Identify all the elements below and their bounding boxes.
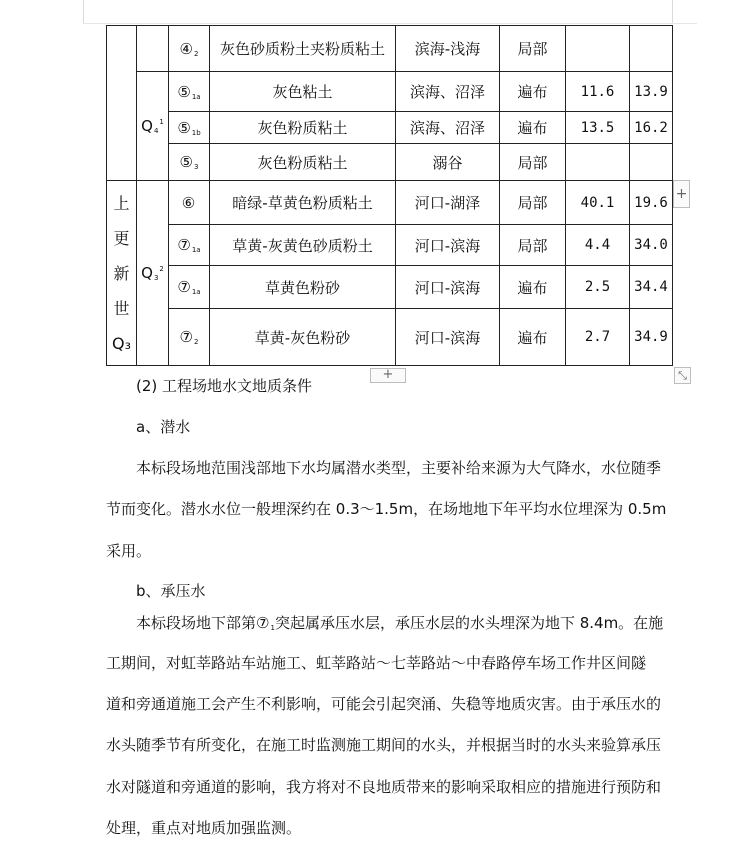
table-cell-empty[interactable] xyxy=(107,26,137,181)
genesis-cell[interactable]: 滨海、沼泽 xyxy=(396,112,500,144)
table-row[interactable] xyxy=(107,144,673,181)
age-cell-q3[interactable]: $Q_3^2$ xyxy=(137,181,169,366)
section-heading: (2) 工程场地水文地质条件 xyxy=(136,377,313,395)
table-cell-empty[interactable] xyxy=(137,26,169,72)
value-cell-1[interactable]: 2.7 xyxy=(566,309,630,366)
paragraph-line: 采用。 xyxy=(106,542,152,560)
value-cell-2[interactable]: 34.0 xyxy=(630,225,673,266)
subheading-phreatic: a、潜水 xyxy=(136,418,191,436)
epoch-char: 上 xyxy=(113,193,130,213)
page-top-edge xyxy=(83,23,673,24)
epoch-char: Q₃ xyxy=(111,333,131,353)
genesis-cell[interactable]: 河口-滨海 xyxy=(396,309,500,366)
layer-id-cell[interactable]: $⑤_{1b}$ xyxy=(169,112,210,144)
paragraph-line: 处理，重点对地质加强监测。 xyxy=(106,819,302,837)
add-column-button[interactable]: + xyxy=(673,180,690,208)
table-row[interactable] xyxy=(107,26,673,72)
paragraph-line: 道和旁通道施工会产生不利影响，可能会引起突涌、失稳等地质灾害。由于承压水的 xyxy=(106,695,662,713)
value-cell-1[interactable]: 40.1 xyxy=(566,181,630,225)
epoch-char: 世 xyxy=(113,298,130,318)
layer-id-cell[interactable]: $⑤_{1a}$ xyxy=(169,72,210,112)
epoch-char: 更 xyxy=(113,228,130,248)
layer-id-cell[interactable]: $⑤_3$ xyxy=(169,144,210,181)
age-cell-q4[interactable]: $Q_4^1$ xyxy=(137,72,169,181)
distribution-cell[interactable]: 遍布 xyxy=(500,309,566,366)
genesis-cell[interactable]: 河口-滨海 xyxy=(396,266,500,309)
genesis-cell[interactable]: 河口-滨海 xyxy=(396,225,500,266)
value-cell-2[interactable]: 34.4 xyxy=(630,266,673,309)
page-margin-mark-left xyxy=(83,0,84,24)
distribution-cell[interactable]: 遍布 xyxy=(500,72,566,112)
distribution-cell[interactable]: 局部 xyxy=(500,225,566,266)
value-cell-1[interactable]: 2.5 xyxy=(566,266,630,309)
distribution-cell[interactable]: 局部 xyxy=(500,26,566,72)
value-cell-2[interactable]: 19.6 xyxy=(630,181,673,225)
table-row[interactable] xyxy=(107,181,673,225)
page-top-edge-right xyxy=(672,23,697,24)
paragraph-line: 水头随季节有所变化，在施工时监测施工期间的水头，并根据当时的水头来验算承压 xyxy=(106,736,662,754)
paragraph-line: 工期间，对虹莘路站车站施工、虹莘路站～七莘路站～中春路停车场工作井区间隧 xyxy=(106,654,647,672)
distribution-cell[interactable]: 遍布 xyxy=(500,266,566,309)
paragraph-line: 节而变化。潜水水位一般埋深约在 0.3～1.5m，在场地地下年平均水位埋深为 0.5m xyxy=(106,500,667,518)
epoch-char: 新 xyxy=(113,263,130,283)
soil-name-cell[interactable]: 暗绿-草黄色粉质粘土 xyxy=(210,181,396,225)
table-row[interactable] xyxy=(107,112,673,144)
value-cell-1[interactable]: 13.5 xyxy=(566,112,630,144)
layer-id-cell[interactable]: $⑦_2$ xyxy=(169,309,210,366)
table-row[interactable] xyxy=(107,225,673,266)
layer-id-cell[interactable]: $⑦_{1a}$ xyxy=(169,225,210,266)
soil-name-cell[interactable]: 草黄色粉砂 xyxy=(210,266,396,309)
layer-id-cell[interactable]: $⑦_{1a}$ xyxy=(169,266,210,309)
value-cell-2[interactable]: 16.2 xyxy=(630,112,673,144)
value-cell-2[interactable] xyxy=(630,144,673,181)
soil-name-cell[interactable]: 灰色粘土 xyxy=(210,72,396,112)
value-cell-2[interactable]: 13.9 xyxy=(630,72,673,112)
stratum-table[interactable] xyxy=(106,25,673,366)
epoch-label-cell[interactable] xyxy=(107,181,137,366)
paragraph-line: 本标段场地范围浅部地下水均属潜水类型，主要补给来源为大气降水，水位随季 xyxy=(136,459,662,477)
value-cell-2[interactable]: 34.9 xyxy=(630,309,673,366)
distribution-cell[interactable]: 局部 xyxy=(500,181,566,225)
table-row[interactable] xyxy=(107,72,673,112)
layer-id-cell[interactable]: ⑥ xyxy=(169,181,210,225)
page-margin-mark-right xyxy=(672,0,673,24)
soil-name-cell[interactable]: 灰色砂质粉土夹粉质粘土 xyxy=(210,26,396,72)
genesis-cell[interactable]: 滨海-浅海 xyxy=(396,26,500,72)
table-resize-handle-icon[interactable]: ⤡ xyxy=(674,367,691,384)
paragraph-line: 本标段场地下部第$⑦_1$突起属承压水层，承压水层的水头埋深为地下 8.4m。在施 xyxy=(136,614,664,632)
layer-id-cell[interactable]: $④_2$ xyxy=(169,26,210,72)
value-cell-2[interactable] xyxy=(630,26,673,72)
table-row[interactable] xyxy=(107,266,673,309)
distribution-cell[interactable]: 遍布 xyxy=(500,112,566,144)
distribution-cell[interactable]: 局部 xyxy=(500,144,566,181)
soil-name-cell[interactable]: 草黄-灰黄色砂质粉土 xyxy=(210,225,396,266)
table-row[interactable] xyxy=(107,309,673,366)
genesis-cell[interactable]: 河口-湖泽 xyxy=(396,181,500,225)
genesis-cell[interactable]: 滨海、沼泽 xyxy=(396,72,500,112)
value-cell-1[interactable]: 11.6 xyxy=(566,72,630,112)
soil-name-cell[interactable]: 灰色粉质粘土 xyxy=(210,112,396,144)
genesis-cell[interactable]: 溺谷 xyxy=(396,144,500,181)
paragraph-line: 水对隧道和旁通道的影响，我方将对不良地质带来的影响采取相应的措施进行预防和 xyxy=(106,778,662,796)
subheading-confined: b、承压水 xyxy=(136,582,206,600)
soil-name-cell[interactable]: 灰色粉质粘土 xyxy=(210,144,396,181)
value-cell-1[interactable] xyxy=(566,144,630,181)
value-cell-1[interactable] xyxy=(566,26,630,72)
soil-name-cell[interactable]: 草黄-灰色粉砂 xyxy=(210,309,396,366)
value-cell-1[interactable]: 4.4 xyxy=(566,225,630,266)
add-row-button[interactable]: + xyxy=(370,368,406,383)
